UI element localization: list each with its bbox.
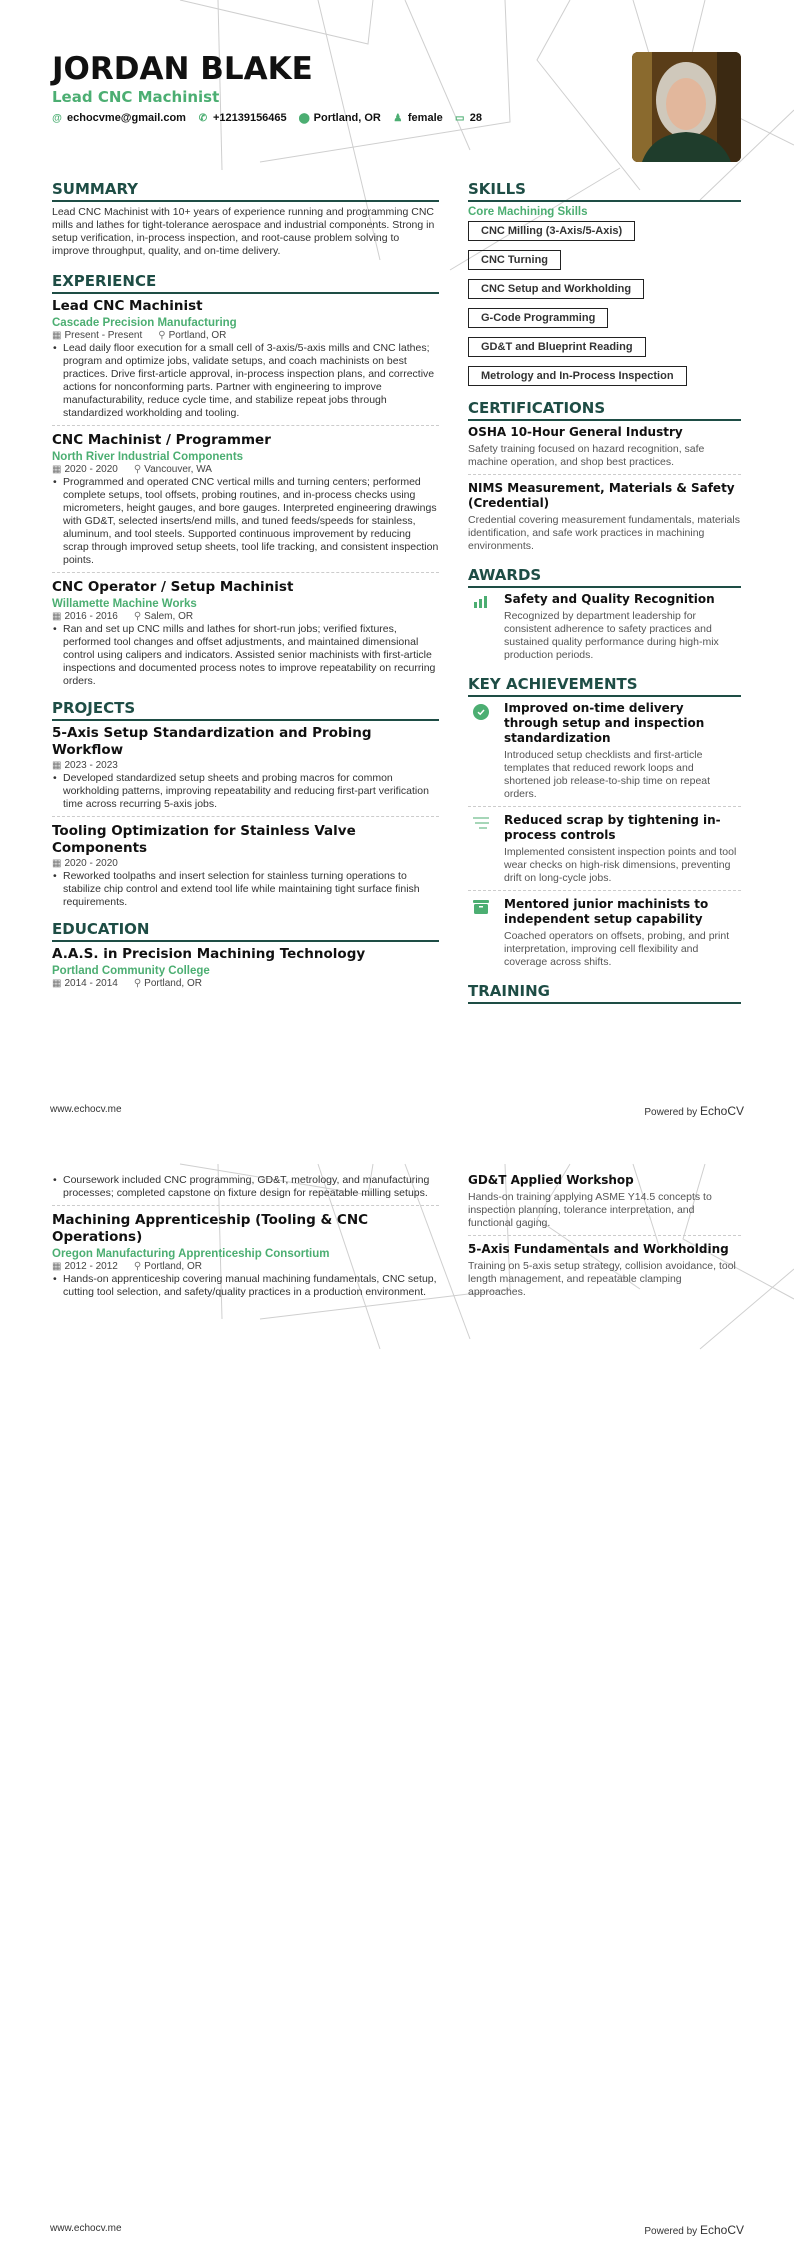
footer-brand[interactable]: EchoCV: [699, 2223, 744, 2237]
skill-tag: CNC Milling (3-Axis/5-Axis): [468, 221, 635, 241]
bar-chart-icon: [468, 592, 494, 662]
awards-section: [468, 566, 741, 667]
award-title: Safety and Quality Recognition: [504, 592, 715, 606]
degree-title: Machining Apprenticeship (Tooling & CNC Operations): [52, 1212, 369, 1245]
skill-tags: [468, 221, 741, 395]
section-title-projects: PROJECTS: [52, 699, 439, 721]
footer-powered-by: Powered by EchoCV: [644, 2223, 744, 2237]
certification-desc: Safety training focused on hazard recognition, safe machine operation, and shop best practices.: [468, 443, 705, 468]
project-entry: 5-Axis Setup Standardization and Probing Workflow ▦ 2023 - 2023 • Developed standardized setup sheets and probing macros for common workholding patterns, improving repeatability and reducing first-part verification time across recurring 5-axis jobs.: [52, 725, 439, 817]
at-sign-icon: @: [52, 112, 62, 124]
job-meta: ▦ 2016 - 2016 ⚲ Salem, OR: [52, 611, 194, 622]
training-desc: Hands-on training applying ASME Y14.5 concepts to inspection planning, tolerance interpretation, and functional gaging.: [468, 1191, 712, 1229]
project-title: Tooling Optimization for Stainless Valve Components: [52, 823, 356, 856]
footer-brand[interactable]: EchoCV: [699, 1104, 744, 1118]
education-bullet: • Hands-on apprenticeship covering manual machining fundamentals, CNC setup, cutting tool selection, and safety/quality practices in a production environment.: [52, 1273, 439, 1299]
calendar-icon: ▦: [52, 1261, 62, 1272]
achievement-title: Reduced scrap by tightening in-process controls: [504, 813, 721, 842]
phone-icon: ✆: [198, 112, 208, 124]
calendar-icon: ▭: [455, 112, 465, 124]
candidate-name: JORDAN BLAKE: [52, 51, 313, 87]
skill-tag: Metrology and In-Process Inspection: [468, 366, 687, 386]
achievement-entry: [468, 897, 741, 974]
certification-entry: [468, 481, 741, 558]
map-pin-icon: ⚲: [133, 1261, 142, 1272]
training-section-header: [468, 982, 741, 1004]
project-entry: Tooling Optimization for Stainless Valve Components ▦ 2020 - 2020 • Reworked toolpaths and insert selection for stainless turning operations to stabilize chip control and extend tool life while maintaining tight surface finish requirements.: [52, 823, 439, 914]
experience-entry: [52, 579, 439, 693]
achievement-desc: Introduced setup checklists and first-article templates that reduced rework loops and shortened job release-to-ship time on repeat orders.: [504, 749, 711, 800]
company-name: North River Industrial Components: [52, 451, 244, 463]
achievement-entry: [468, 813, 741, 891]
right-column: [468, 180, 741, 1008]
certification-entry: [468, 425, 741, 475]
archive-box-icon: [468, 897, 494, 969]
lines-icon: [468, 813, 494, 885]
skill-tag: GD&T and Blueprint Reading: [468, 337, 646, 357]
award-entry: [468, 592, 741, 667]
training-entry: [468, 1242, 741, 1304]
page-footer: [50, 2223, 744, 2237]
achievement-title: Mentored junior machinists to independent setup capability: [504, 897, 709, 926]
project-title: 5-Axis Setup Standardization and Probing Workflow: [52, 725, 372, 758]
map-pin-icon: ⚲: [133, 611, 142, 622]
company-name: Willamette Machine Works: [52, 598, 197, 610]
section-title-training: TRAINING: [468, 982, 741, 1004]
certification-desc: Credential covering measurement fundamentals, materials identification, and safe work practices in machining environments.: [468, 514, 740, 552]
map-pin-icon: ⚲: [133, 978, 142, 989]
training-desc: Training on 5-axis setup strategy, collision avoidance, tool length management, and repeatable clamping approaches.: [468, 1260, 736, 1298]
section-title-certifications: CERTIFICATIONS: [468, 399, 741, 421]
training-entry: [468, 1173, 741, 1236]
achievement-desc: Coached operators on offsets, probing, and print interpretation, improving cell flexibility and coverage across shifts.: [504, 930, 730, 968]
person-icon: ♟: [393, 112, 403, 124]
calendar-icon: ▦: [52, 760, 62, 771]
resume-header: [52, 52, 482, 124]
summary-text: Lead CNC Machinist with 10+ years of experience running and programming CNC mills and lathes for tight-tolerance aerospace and industrial components. Strong in setup verification, in-process inspection, and root-cause problem solving to improve throughput, quality, and on-time delivery.: [52, 206, 435, 257]
calendar-icon: ▦: [52, 330, 62, 341]
certifications-section: [468, 399, 741, 558]
left-column-continued: [52, 1173, 439, 1310]
job-bullet: • Lead daily floor execution for a small cell of 3-axis/5-axis mills and CNC lathes; program and optimize jobs, validate setups, and coach machinists on best practices. Drive first-article approval, in-process inspection plans, and corrective actions for nonconforming parts. Partner with engineering to improve manufacturability, reduce cycle time, and stabilize repeat jobs through standardized workholding and tooling.: [52, 342, 439, 420]
certification-title: NIMS Measurement, Materials & Safety (Credential): [468, 481, 735, 510]
check-circle-icon: [468, 701, 494, 801]
footer-powered-by: Powered by EchoCV: [644, 1104, 744, 1118]
footer-website[interactable]: www.echocv.me: [50, 2223, 122, 2234]
skills-section: [468, 180, 741, 395]
map-pin-icon: ⚲: [133, 464, 142, 475]
portrait-illustration: [632, 52, 741, 162]
award-desc: Recognized by department leadership for consistent adherence to safety practices and sustained quality performance during high-mix production periods.: [504, 610, 719, 661]
training-title: 5-Axis Fundamentals and Workholding: [468, 1242, 729, 1256]
footer-website[interactable]: www.echocv.me: [50, 1104, 122, 1115]
education-section: EDUCATION A.A.S. in Precision Machining Technology Portland Community College ▦ 2014 - 2014 ⚲ Portland, OR: [52, 920, 439, 989]
job-bullet: • Programmed and operated CNC vertical mills and turning centers; performed complete setups, tool offsets, probing routines, and in-process checks using micrometers, height gauges, and bore gauges. Interpreted engineering drawings with GD&T, selected inserts/end mills, and tuned feeds/speeds for stainless, aluminum, and tool steels. Supported continuous improvement by reducing scrap through improved setup sheets, tool life tracking, and consistent inspection points.: [52, 476, 439, 567]
right-column-continued: [468, 1173, 741, 1310]
job-title: Lead CNC Machinist: [52, 298, 203, 314]
map-pin-icon: ⬤: [298, 112, 310, 124]
education-entry-continued: [52, 1174, 439, 1206]
map-pin-icon: ⚲: [158, 330, 166, 341]
experience-entry: [52, 432, 439, 573]
contact-email[interactable]: @ echocvme@gmail.com: [52, 112, 186, 124]
achievement-desc: Implemented consistent inspection points and tool wear checks on high-risk dimensions, preventing drift on long-cycle jobs.: [504, 846, 737, 884]
section-title-awards: AWARDS: [468, 566, 741, 588]
achievement-entry: [468, 701, 741, 807]
calendar-icon: ▦: [52, 978, 62, 989]
contact-gender: ♟ female: [393, 112, 443, 124]
summary-section: [52, 180, 439, 258]
education-entry: Machining Apprenticeship (Tooling & CNC Operations) Oregon Manufacturing Apprenticeship Consortium ▦ 2012 - 2012 ⚲ Portland, OR • Hands-on apprenticeship covering manual machining fundamentals, CNC setup, cutting tool selection, and safety/quality practices in a production environment.: [52, 1212, 439, 1304]
resume-page-2: [0, 1123, 794, 2246]
education-bullet: • Coursework included CNC programming, GD&T, metrology, and manufacturing processes; completed capstone on fixture design for repeatable milling setups.: [52, 1174, 439, 1200]
left-column: [52, 180, 439, 989]
job-title: CNC Machinist / Programmer: [52, 432, 271, 448]
section-title-education: EDUCATION: [52, 920, 439, 942]
calendar-icon: ▦: [52, 464, 62, 475]
section-title-summary: SUMMARY: [52, 180, 439, 202]
certification-title: OSHA 10-Hour General Industry: [468, 425, 683, 439]
section-title-achievements: KEY ACHIEVEMENTS: [468, 675, 741, 697]
achievement-title: Improved on-time delivery through setup and inspection standardization: [504, 701, 705, 745]
profile-photo: [632, 52, 741, 162]
school-name: Oregon Manufacturing Apprenticeship Consortium: [52, 1248, 330, 1260]
contact-phone[interactable]: ✆ +12139156465: [198, 112, 287, 124]
project-bullet: • Reworked toolpaths and insert selection for stainless turning operations to stabilize chip control and extend tool life while maintaining tight surface finish requirements.: [52, 870, 439, 909]
skill-tag: G-Code Programming: [468, 308, 608, 328]
experience-section: [52, 272, 439, 693]
experience-entry: [52, 298, 439, 426]
page-footer: [50, 1104, 744, 1118]
calendar-icon: ▦: [52, 611, 62, 622]
skill-tag: CNC Turning: [468, 250, 561, 270]
school-name: Portland Community College: [52, 965, 210, 977]
job-meta: ▦ 2020 - 2020 ⚲ Vancouver, WA: [52, 464, 212, 475]
degree-title: A.A.S. in Precision Machining Technology: [52, 946, 366, 962]
project-bullet: • Developed standardized setup sheets and probing macros for common workholding patterns, improving repeatability and reducing first-part verification time across recurring 5-axis jobs.: [52, 772, 439, 811]
achievements-section: [468, 675, 741, 974]
job-meta: ▦ Present - Present ⚲ Portland, OR: [52, 330, 227, 341]
contact-row: [52, 112, 482, 124]
projects-section: [52, 699, 439, 914]
company-name: Cascade Precision Manufacturing: [52, 317, 237, 329]
skill-group-label: Core Machining Skills: [468, 206, 588, 218]
job-title: CNC Operator / Setup Machinist: [52, 579, 294, 595]
section-title-experience: EXPERIENCE: [52, 272, 439, 294]
calendar-icon: ▦: [52, 858, 62, 869]
contact-location: ⬤ Portland, OR: [298, 112, 381, 124]
skill-tag: CNC Setup and Workholding: [468, 279, 644, 299]
contact-age: ▭ 28: [455, 112, 482, 124]
training-title: GD&T Applied Workshop: [468, 1173, 634, 1187]
candidate-role: Lead CNC Machinist: [52, 88, 220, 106]
section-title-skills: SKILLS: [468, 180, 741, 202]
job-bullet: • Ran and set up CNC mills and lathes for short-run jobs; verified fixtures, performed tool changes and offset adjustments, and maintained dimensional control using calipers and indicators. Assisted senior machinists with first-article inspections and documented process notes to improve repeatability on recurring orders.: [52, 623, 439, 688]
